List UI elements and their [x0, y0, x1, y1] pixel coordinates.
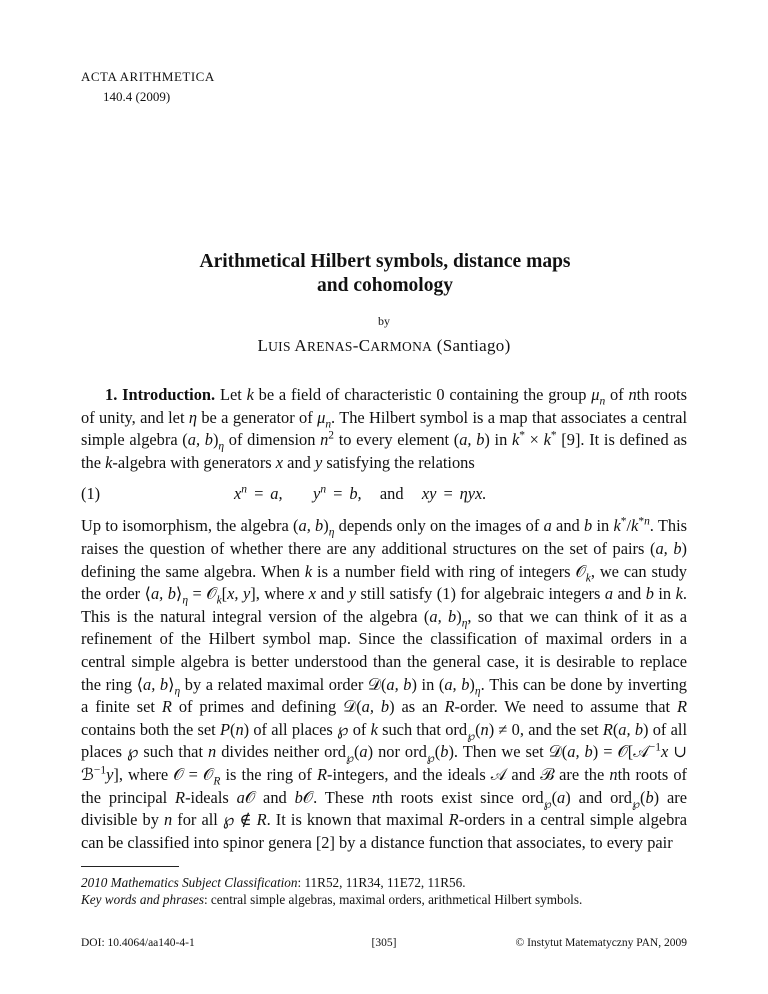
copyright: © Instytut Matematyczny PAN, 2009 [515, 937, 687, 949]
footnote-rule [81, 866, 179, 867]
equation-1 [81, 477, 687, 511]
footnotes [81, 874, 687, 908]
msc-footnote [81, 874, 687, 891]
page-number: [305] [371, 937, 397, 949]
author-first-name: LUIS [257, 336, 291, 355]
keywords-value: : central simple algebras, maximal orders, arithmetical Hilbert symbols. [203, 892, 583, 907]
equation-connector: and [379, 484, 404, 504]
author-affiliation: (Santiago) [436, 336, 511, 355]
keywords-label: Key words and phrases [81, 892, 204, 907]
paragraph-intro: 1. Introduction. Let k be a field of characteristic 0 containing the group $\mu_n$ of nth roots of unity, and let η be a generator of $\mu_n$. The Hilbert symbol is a map that associates a central simple algebra (a, $b)_\eta$ of dimension $n^2$ to every element (a, b) in k* × k* [9]. It is defined as the k-algebra with generators x and y satisfying the relations [81, 385, 687, 472]
doi: DOI: 10.4064/aa140-4-1 [81, 937, 195, 949]
section-heading: Introduction. [122, 385, 216, 404]
body-text [81, 384, 687, 854]
section-number: 1. [105, 385, 118, 404]
equation-label: (1) [81, 484, 101, 504]
keywords-footnote [81, 891, 687, 908]
journal-name: ACTA ARITHMETICA [81, 69, 215, 84]
by-line: by [378, 314, 390, 328]
msc-label: 2010 Mathematics Subject Classification [81, 875, 298, 890]
author-line [0, 336, 768, 356]
msc-value: : 11R52, 11R34, 11E72, 11R56. [297, 875, 466, 890]
paragraph-main: Up to isomorphism, the algebra (a, $b)_\eta$ depends only on the images of a and b in $k^*/k^{*n}$. This raises the question of whether there are any additional structures on the set of pairs (a, b) defining the same algebra. When k is a number field with ring of integers 𝒪$_k$, we can study the order ⟨a, $b⟩_\eta$ = 𝒪$_k$[x, y], where x and y still satisfy (1) for algebraic integers a and b in k. This is the natural integral version of the algebra (a, $b)_\eta$, so that we can think of it as a refinement of the Hilbert symbol map. Since the classification of maximal orders in a central simple algebra is better understood than the general case, it is desirable to replace the ring ⟨a, $b⟩_\eta$ by a related maximal order 𝒟(a, b) in (a, $b)_\eta$. This can be done by inverting a finite set R of primes and defining 𝒟(a, b) as an R-order. We need to assume that R contains both the set P(n) of all places ℘ of k such that ord$_℘$(n) ≠ 0, and the set R(a, b) of all places ℘ such that n divides neither ord$_℘$(a) nor ord$_℘$(b). Then we set 𝒟(a, b) = 𝒪[𝒜$^{-1}$x ∪ ℬ$^{-1}$y], where 𝒪 = 𝒪$_R$ is the ring of R-integers, and the ideals 𝒜 and ℬ are the nth roots of the principal R-ideals a𝒪 and b𝒪. These nth roots exist since ord$_℘$(a) and ord$_℘$(b) are divisible by n for all ℘ ∉ R. It is known that maximal R-orders in a central simple algebra can be classified into spinor genera [2] by a distance function that associates, to every pair [81, 515, 688, 852]
volume-info: 140.4 (2009) [103, 89, 171, 104]
title-line-1: Arithmetical Hilbert symbols, distance maps [199, 251, 571, 272]
equation-body: $x^n = a$, $y^n = b$, and xy = ηyx. [234, 483, 487, 504]
author-last-name: ARENAS-CARMONA [294, 336, 433, 355]
article-title [90, 250, 680, 298]
title-line-2: and cohomology [317, 275, 453, 296]
